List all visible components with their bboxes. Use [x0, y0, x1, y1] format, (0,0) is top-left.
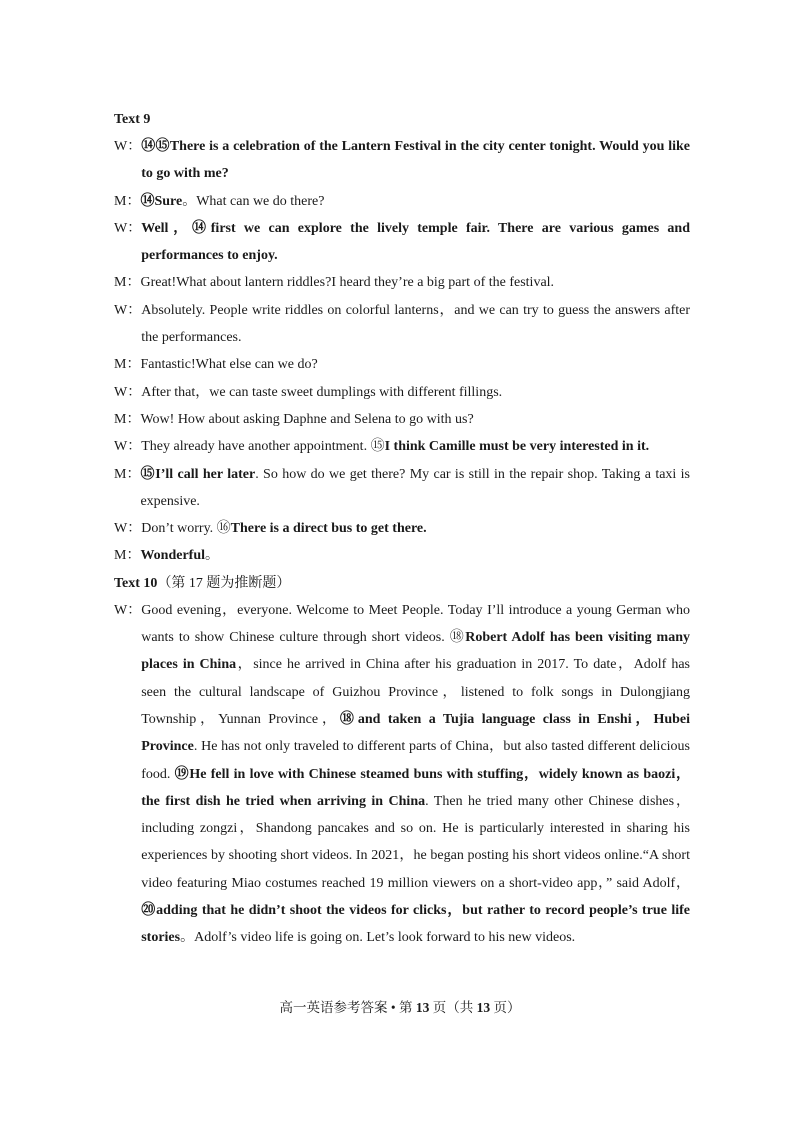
speaker-label: W：	[114, 139, 142, 154]
dialogue-line	[114, 269, 690, 296]
footer-total-pages: 13	[476, 1000, 491, 1015]
text10-heading	[114, 570, 690, 597]
speaker-label: M：	[114, 548, 141, 564]
text9-transcript	[114, 133, 690, 570]
dialogue-text	[140, 188, 690, 215]
dialogue-segment: 。Adolf’s video life is going on. Let’s look forward to his new videos.	[180, 930, 576, 946]
dialogue-line	[114, 215, 690, 270]
dialogue-line	[114, 351, 690, 378]
speaker-label: W：	[114, 521, 142, 537]
dialogue-line	[114, 542, 690, 569]
answer-highlight: ⑲He fell in love with Chinese steamed buns with stuffing，widely known as baozi，the first dish he tried when arriving in China	[141, 766, 690, 809]
dialogue-text	[140, 351, 690, 378]
speaker-label: W：	[114, 439, 142, 455]
answer-highlight: Wonderful	[140, 548, 206, 564]
answer-highlight: Well，⑭first we can explore the lively temple fair. There are various games and performances to enjoy.	[141, 220, 690, 264]
dialogue-line	[114, 379, 690, 406]
dialogue-line	[114, 433, 690, 460]
answer-key-page	[114, 106, 690, 952]
footer-middle: 页（共	[429, 1000, 477, 1015]
text9-heading	[114, 106, 690, 133]
page-footer	[0, 998, 800, 1018]
speaker-label: W：	[114, 220, 142, 236]
dialogue-text	[141, 597, 690, 952]
speaker-label: M：	[114, 466, 141, 482]
dialogue-text	[141, 379, 690, 406]
dialogue-line	[114, 406, 690, 433]
answer-highlight: Robert Adolf has been visiting many places in China	[141, 630, 690, 673]
answer-highlight: ⑭Sure	[140, 193, 183, 209]
dialogue-segment: 。What can we do there?	[182, 193, 325, 209]
dialogue-line	[114, 461, 690, 516]
speaker-label: M：	[114, 275, 141, 291]
dialogue-segment: ，since he arrived in China after his graduation in 2017. To date，Adolf has seen the cultural landscape of Guizhou Province，listened to folk songs in Dulongjiang Township，Yunnan Province，	[141, 657, 690, 727]
dialogue-segment: Fantastic!What else can we do?	[140, 357, 318, 373]
answer-highlight: ⑱and taken a Tujia language class in Enshi，Hubei Province	[141, 711, 691, 755]
dialogue-text	[141, 297, 690, 352]
answer-highlight: ⑮I’ll call her later	[140, 466, 256, 482]
dialogue-segment: They already have another appointment. ⑮	[141, 439, 385, 455]
dialogue-segment: Wow! How about asking Daphne and Selena to go with us?	[140, 411, 474, 427]
dialogue-line	[114, 188, 690, 215]
dialogue-line	[114, 515, 690, 542]
dialogue-segment: . He has not only traveled to different parts of China，but also tasted different delicious food.	[141, 739, 690, 782]
dialogue-text	[140, 406, 690, 433]
dialogue-text	[141, 133, 690, 188]
speaker-label: W：	[114, 384, 142, 400]
text10-note: （第 17 题为推断题）	[157, 575, 291, 591]
dialogue-line	[114, 133, 690, 188]
dialogue-text	[140, 461, 690, 516]
answer-highlight: ⑭⑮There is a celebration of the Lantern Festival in the city center tonight. Would you like to go with me?	[141, 139, 690, 182]
dialogue-text	[141, 515, 690, 542]
dialogue-segment: Good evening，everyone. Welcome to Meet People. Today I’ll introduce a young German who wants to show Chinese culture through short videos. ⑱	[141, 602, 690, 646]
dialogue-segment: After that，we can taste sweet dumplings with different fillings.	[141, 384, 503, 400]
dialogue-segment: . So how do we get there? My car is still in the repair shop. Taking a taxi is expensive.	[140, 466, 691, 509]
speaker-label: W：	[114, 302, 142, 318]
answer-highlight: There is a direct bus to get there.	[230, 521, 427, 537]
dialogue-segment: . Then he tried many other Chinese dishes，including zongzi，Shandong pancakes and so on. He is particularly interested in sharing his experiences by shooting short videos. In 2021，he began posting his short videos online.“A short video featuring Miao costumes reached 19 million viewers on a short-video app，” said Adolf，	[141, 793, 690, 891]
footer-page-number: 13	[415, 1000, 430, 1015]
dialogue-text	[141, 433, 690, 460]
dialogue-text	[140, 542, 690, 569]
speaker-label: M：	[114, 357, 141, 373]
dialogue-segment: Great!What about lantern riddles?I heard they’re a big part of the festival.	[140, 275, 555, 291]
dialogue-segment: Don’t worry. ⑯	[141, 521, 231, 537]
dialogue-segment: 。	[205, 548, 220, 564]
speaker-label: W：	[114, 602, 142, 618]
footer-suffix: 页）	[490, 1000, 521, 1015]
dialogue-line	[114, 597, 690, 952]
answer-highlight: I think Camille must be very interested in it.	[384, 439, 650, 455]
text10-transcript	[114, 597, 690, 952]
dialogue-text	[140, 269, 690, 296]
footer-prefix: 高一英语参考答案 • 第	[279, 1000, 416, 1015]
speaker-label: M：	[114, 411, 141, 427]
dialogue-segment: Absolutely. People write riddles on colorful lanterns，and we can try to guess the answers after the performances.	[141, 302, 690, 346]
text9-title: Text 9	[114, 112, 151, 127]
text10-title: Text 10	[114, 575, 158, 591]
dialogue-line	[114, 297, 690, 352]
speaker-label: M：	[114, 193, 141, 209]
answer-highlight: ⑳adding that he didn’t shoot the videos for clicks，but rather to record people’s true life stories	[141, 903, 690, 946]
dialogue-text	[141, 215, 690, 270]
